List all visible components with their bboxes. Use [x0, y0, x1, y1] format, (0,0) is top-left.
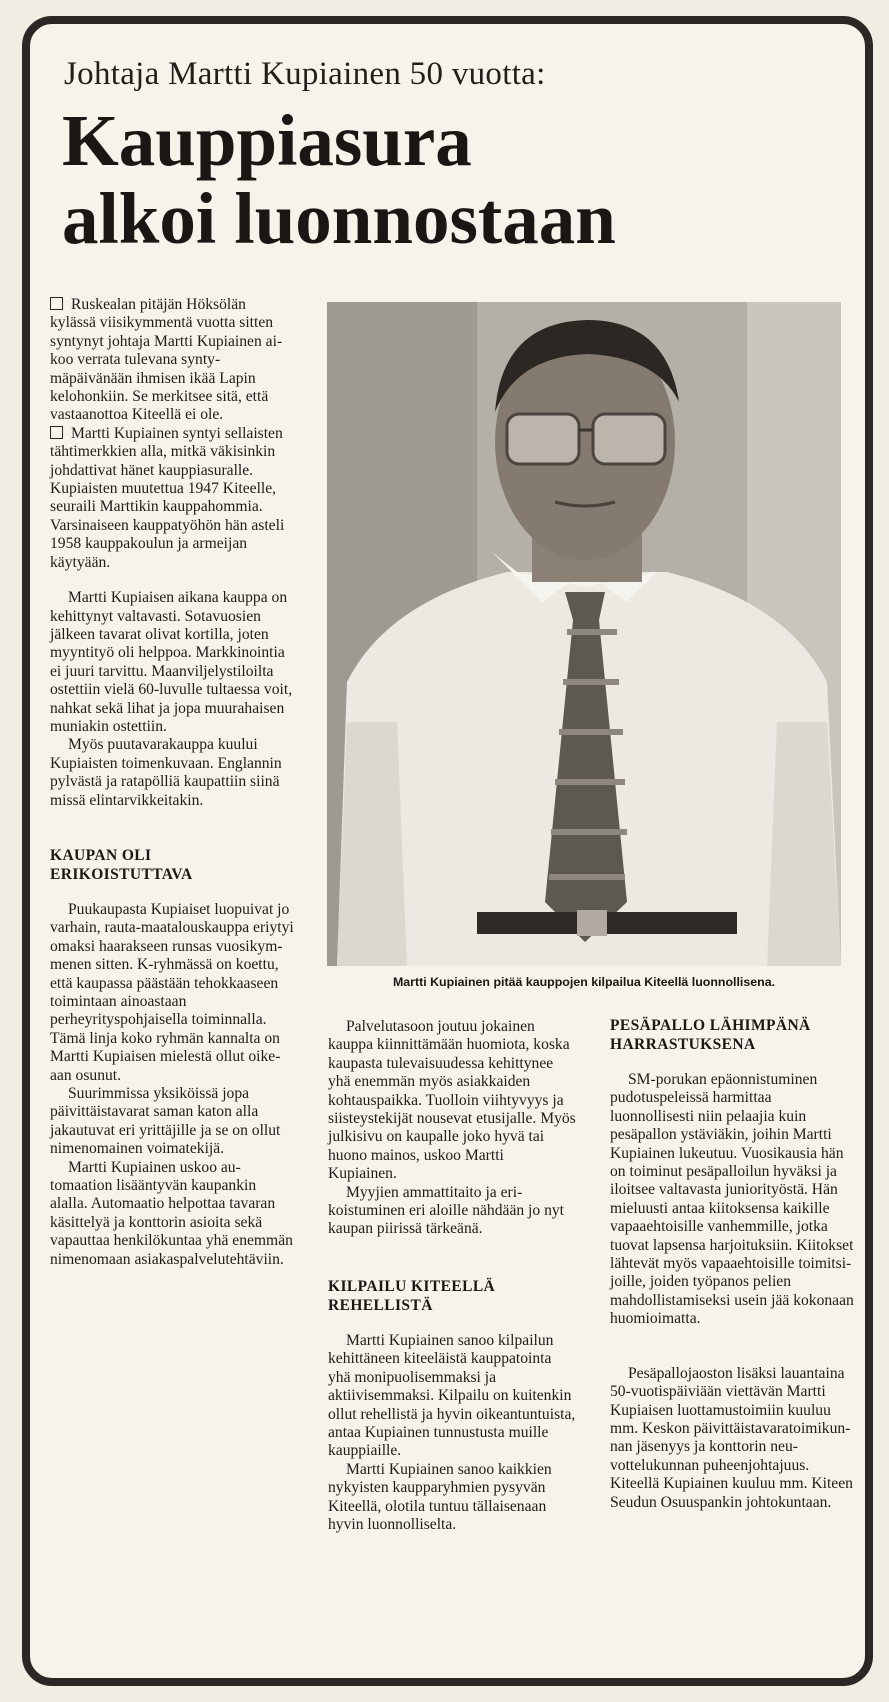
headline-line-2: alkoi luonnostaan [62, 178, 616, 259]
section-gap [328, 1239, 576, 1277]
paragraph-5: Puukaupasta Kupiaiset luopuivat jo varhain, rauta-maatalouskauppa eriytyi omaksi haarakseen runsas vuosikymmenen sitten. K-ryhmässä on koettu, että kaupassa päästään tehokkaaseen toimintaan ainoastaan perheyrityspohjaisella toiminnalla. Tämä linja koko ryhmän kannalta on Martti Kupiaisen mielestä ollut oikeaan osunut. [50, 900, 294, 1084]
column-2 [328, 1018, 576, 1534]
paragraph-gap [50, 572, 294, 589]
square-bullet-icon [50, 426, 63, 439]
paragraph-2: Martti Kupiainen syntyi sellaisten tähtimerkkien alla, mitkä väkisinkin johdattivat hänet kauppiasuralle. Kupiaisten muutettua 1947 Kiteelle, seuraili Marttikin kauppahommia. Varsinaiseen kauppatyöhön hän asteli 1958 kauppakoulun ja armeijan käytyään. [50, 424, 285, 571]
paragraph-7: Martti Kupiainen uskoo automaation lisääntyvän kaupankin alalla. Automaatio helpottaa tavaran käsittelyä ja konttorin asioita sekä vapauttaa henkilökuntaa yhä enemmän nimenomaan asiakaspalvelutehtäviin. [50, 1158, 293, 1268]
section-gap [610, 1329, 854, 1365]
portrait-photo [327, 302, 841, 966]
paragraph-c2-1: Palvelutasoon joutuu jokainen kauppa kiinnittämään huomiota, koska kaupasta tulevaisuudessa kehittynee yhä enemmän myös asiakkaiden kohtauspaikka. Tuolloin viihtyvyys ja siisteystekijät nousevat etusijalle. Myös julkisivu on kaupalle joko hyvä tai huono mainos, uskoo Martti Kupiainen. [328, 1018, 576, 1183]
subheading-kilpailu: KILPAILU KITEELLÄ REHELLISTÄ [328, 1277, 496, 1314]
paragraph-c2-2: Myyjien ammattitaito ja erikoistuminen eri aloille nähdään jo nyt kaupan piirissä tärkeänä. [328, 1183, 565, 1238]
subheading-kaupan: KAUPAN OLI ERIKOISTUTTAVA [50, 846, 193, 883]
square-bullet-icon [50, 297, 63, 310]
paragraph-6: Suurimmissa yksiköissä jopa päivittäistavarat saman katon alla jakautuvat eri yrittäjille ja se on ollut nimenomainen voimatekijä. [50, 1085, 281, 1158]
paragraph-c2-3: Martti Kupiainen sanoo kilpailun kehittäneen kiteeläistä kauppatointa yhä monipuolisemmaksi ja aktiivisemmaksi. Kilpailu on kuitenkin ollut rehellistä ja hyvin oikeantuntuista, antaa Kupiainen tunnustusta muille kauppiaille. [328, 1331, 576, 1460]
article-kicker: Johtaja Martti Kupiainen 50 vuotta: [64, 56, 546, 92]
paragraph-c3-2: Pesäpallojaoston lisäksi lauantaina 50-vuotispäiviään viettävän Martti Kupiaisen luottamustoimiin kuuluu mm. Keskon päivittäistavaratoimikunnan jäsenyys ja konttorin neuvottelukunnan puheenjohtajuus. Kiteellä Kupiainen kuuluu mm. Kiteen Seudun Osuuspankin johtokuntaan. [610, 1364, 853, 1511]
paragraph-c2-4: Martti Kupiainen sanoo kaikkien nykyisten kaupparyhmien pysyvän Kiteellä, olotila tuntuu tällaisenaan hyvin luonnolliselta. [328, 1460, 552, 1533]
paragraph-4: Myös puutavarakauppa kuului Kupiaisten toimenkuvaan. Englannin pylvästä ja ratapölliä kaupattiin siinä missä elintarvikkeitakin. [50, 736, 282, 809]
subheading-pesapallo: PESÄPALLO LÄHIMPÄNÄ HARRASTUKSENA [610, 1017, 811, 1053]
paragraph-3: Martti Kupiaisen aikana kauppa on kehittynyt valtavasti. Sotavuosien jälkeen tavarat olivat kortilla, joten myyntityö oli helppoa. Markkinointia ei juuri tarvittu. Maanviljelystiloilta ostettiin vielä 60-luvulle tultaessa voit, nahkat sekä lihat ja jopa muurahaisen muniakin ostettiin. [50, 589, 293, 735]
paragraph-c3-1: SM-porukan epäonnistuminen pudotuspeleissä harmittaa luonnollisesti niin pelaajia kuin pesäpallon ystäviäkin, joihin Martti Kupiainen lukeutuu. Vuosikausia hän on toiminut pesäpalloilun hyväksi ja iloitsee valtavasta juniorityöstä. Hän mieluusti antaa kiitoksensa kaikille vapaaehtoisille vanhemmille, jotka tuovat lapsensa harjoituksiin. Kiitokset lähtevät myös vapaaehtoisille toimitsijoille, joiden työpanos pelien mahdollistamiseksi usein jää kokonaan huomioimatta. [610, 1071, 854, 1328]
column-3 [610, 1018, 854, 1512]
article-headline [62, 102, 616, 258]
paragraph-intro: Ruskealan pitäjän Höksölän kylässä viisikymmentä vuotta sitten syntynyt johtaja Martti Kupiainen aikoo verrata tulevana syntymäpäivänään ihmisen ikää Lapin kelohonkiin. Se merkitsee sitä, että vastaanottoa Kiteellä ei ole. [50, 296, 283, 424]
portrait-illustration [327, 302, 841, 966]
column-1 [50, 296, 294, 1269]
photo-caption: Martti Kupiainen pitää kauppojen kilpailua Kiteellä luonnollisena. [392, 975, 776, 989]
section-gap [50, 810, 294, 846]
headline-line-1: Kauppiasura [62, 100, 472, 181]
